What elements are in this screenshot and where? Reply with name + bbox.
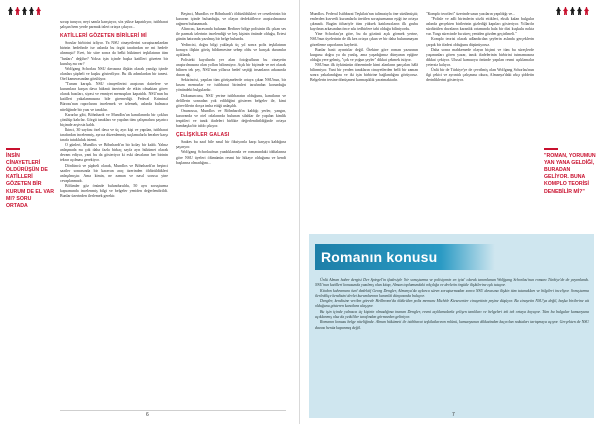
sidebar-box-title: Romanın konusu	[315, 244, 495, 270]
body-paragraph: Komplo teorisi olarak adlandırılan şeylerin aslında gerçeklerin çarpık bir ifadesi olduğunu düşünüyoruz.	[426, 37, 534, 47]
quote-rule	[6, 148, 20, 150]
body-paragraph: "Polisle ve adli birimlerin sözlü ettikleri, eksik kalan bulgular aslında gerçekten birilerinin gizlediği kapıları gösteriyor. Yıllardır sürdürülen davaların karanlık ortamında hala bir dizi kuşkulu nokta var. Yargı sürecinde bu süreç yeniden gözden geçirilmeli."	[426, 17, 534, 37]
body-paragraph: Altıncısı, karavanda bulunan Berliner bölge polisinin ilk çıkan ses ile parmak izlerinin incelendiği ve beş kişinin önünde olduğu, Ertesi günün hatırında yazılmış bir belge bulundu.	[176, 27, 286, 42]
left-footer-rule	[60, 410, 286, 411]
left-column-2	[176, 12, 286, 402]
pull-quote-text: "ROMAN, YORUMUN YAN YANA GELDİĞİ, BURADAN GELİYOR. BUNA KOMPLO TEORİSİ DENEBİLİR Mİ?"	[544, 152, 596, 195]
body-paragraph: O günleri, Mundlos ve Böhnhardt'ın bir kolay bir kaldı. Yalnız anlaşmada mı çok daha fazla birkaç sayfa ayrı hükümet olarak devam ediyor, yani bu da gösteriyor ki eski davaların her birinin tekrar açılması gerekiyor.	[60, 143, 168, 163]
box-paragraph: Kitabın kahramanı özel dedektif Georg Dengler, Almanya'da aylarca süren soruşturmadan sonra NSU davasına ilişkin tüm tutanakları ve bilgileri inceliyor. Soruşturma ilerledikçe kendisini devlet kurumlarının karanlık dünyasında buluyor.	[315, 288, 589, 298]
page-number-right: 7	[452, 412, 455, 418]
body-paragraph: Yedincisi, doğru bilgi yaklaşık üç yıl sonra polis teşkilatının konuya ilişkin görüş bildirmesine sebep oldu ve karışık durumlar açıklandı.	[176, 42, 286, 57]
body-paragraph: Ünlü bir de Türkiye'ye de çevrilmiş olan Wolfgang Schorlau'nun ilgi çekici ve ayrıntılı çalışması okura, Almanya'daki ırkçı şiddetin derinliklerini gösteriyor.	[426, 68, 534, 83]
section-heading: KATİLLERİ GÖZETEN BİRİLERİ Mİ	[60, 33, 147, 40]
page-spine	[299, 0, 300, 424]
box-paragraph: Ünlü Alman haber dergisi Der Spiegel'in ifadesiyle 'bir soruşturma ve polisiyenin en iyisi' olarak tanımlanan Wolfgang Schorlau'nun romanı Türkiye'de de yayımlandı. NSU'nun katilleri konusunda yazılmış olan kitap, Alman toplumundaki ırkçılığa ve devletin örgütle ilişkilerine ışık tutuyor.	[315, 278, 589, 288]
body-paragraph: "Turum karışık. NSU cinayetlerini araştıran dairelere ve kurumlara karşın dava hükmü üzerinde de etkin olmaktan görev olarak bazıları, siyasi ve emniyet mensupları kapatıldı. NSU'nun bu katilleri yakalanmasına bile giremediği. Federal Kriminal Bürosu'nun raporlarını incelemek ve izlemek, aslında bulmaca niteliğinde bir yazı ve tanıklar.	[60, 82, 168, 112]
intro-paragraph: sorup turuyor, neyi sanıla karıştıyor, söz yükse kapatılıyor, istihbarat şalışan hem yerde parmak izleri ortaya çıkıyor...	[60, 20, 168, 30]
box-paragraph: Romanın konusu belge niteliğinde. Alman hükümeti ile istihbarat teşkilatlarının rolünü, kamuoyunun dikkatinden kaçırılan noktaları tartışmaya açıyor. Gerçekten de NSU davası henüz kapanmış değil.	[315, 320, 589, 330]
right-column-2	[426, 12, 534, 230]
body-paragraph: Bölümler göz önünde bulunduruldu, 50 ayrı soruşturma kapsamında incelenmiş bilgi ve belgeler yeniden değerlendirildi. Bunlar üzerinden ilerlemek gerekir.	[60, 183, 168, 199]
body-paragraph: Sekizincisi, yapılan tüm görüşmelerde ortaya çıkan NSU'nun, bir kısım memurlar ve istihbarat birimleri tarafından korunduğu yönündeki bulgulardır.	[176, 78, 286, 93]
box-paragraph: Bu işin içinde yalnızca üç kişinin olmadığına inanan Dengler, resmi açıklamalarla çelişen tanıkları ve belgeleri tek tek ortaya koyuyor. Tüm bu bulgular kamuoyuna açıklanmış olsa da yetkililer tarafından görmezden geliniyor.	[315, 309, 589, 320]
body-paragraph: Wolfgang Schorlau'nun yazdıklarında ve romanındaki iddialarına göre NSU üyeleri ölümünün resmi bir hikaye olduğunu ve kendi başlarına olmadığını...	[176, 150, 286, 165]
left-corner-figures-icon	[8, 7, 41, 15]
body-paragraph: Bunlar basit ayrıntılar değil. Ötekine göre roman yazarının kurgusu doğru ya da yanlış, ama yaşadığımız dünyanın eşiğine olduğu yere gelmiş, "çok ve yoğun şeyler" dikkat çekmek istiyor.	[310, 47, 418, 62]
sidebar-box-text	[315, 278, 589, 331]
body-paragraph: Dördüncü ve şüpheli olarak, Mundlos ve Böhnhardt'ın beşinci saatler sonrasında bir karavan araç üzerinden öldürüldükleri anlaşılmıştır. Ama kimin, ne zaman ve nasıl sorusu yine cevaplanmadı.	[60, 163, 168, 183]
body-paragraph: Mundlos. Federal İstihbarat Teşkilatı'nın talimatıyla öne sürülmüştü; emlerden kuvvetli kurumlarla üretilen soruşturmanın eşiği ise ortaya çıkmadı. Bugün itibariyle tüm yüksek katılımcıların ilk grubu kaydının arkasından önce sıkı tedbirlere tabi olduğu biliniyordu.	[310, 12, 418, 32]
body-paragraph: NSU'nun ilk öyküsünün döneminde kimi alanların parçaları hâlâ bilinmiyor. Yani bir yerden tanıkların cinayetlerden belli bir zaman sonra yakalandığını ve iki işin birbirine bağlandığını görüyoruz. Belgelerin tersine dönüşmesi karmaşıklık yaratmaktadır.	[310, 62, 418, 83]
body-paragraph: Saakes bu zaaf bile nasıl bir fiksiyonla karşı karşıya kaldığına şaşırıyor.	[176, 140, 286, 150]
box-paragraph: Dengler, kendisine verilen görevle Heilbronn'da öldürülen polis memuru Michèle Kiesewetter cinayetinin peşine düşüyor. Bu cinayetin NSU'ya değil, başka birilerine ait olduğunu gösteren kanıtlara ulaşıyor.	[315, 299, 589, 309]
body-paragraph: Kararlar gibi, Böhnhardt ve Mundlos'un kanıtlarında bir çokları çözülüp kalırlar. Görgü tanıkları ve yapılan tüm çalışmalara şaşırtıcı biçimde arşivsiz kaldı.	[60, 112, 168, 127]
body-paragraph: Wolfgang Schorlau NSU davasına ilişkin olarak yanılgı içinde olanları şüpheli ve kuşku gösteriliyor. Bu ilk adımlardan bir tanesi. Otel kamerasından görülüyor.	[60, 66, 168, 81]
body-paragraph: Yine Schorlau'ya göre, bu da gözünü açık görmek yerine, NSU'nun üyelerinin de ilk kez ortaya çıkan ve bir daha bulunamayan gözetleme raporlarını kaybetti.	[310, 32, 418, 47]
left-pull-quote	[6, 148, 54, 210]
body-paragraph: Sorular birbirini izliyor. Ya NSU cinayetlerini soruşturanlardan birinin hedefinde ise aslında bu örgüt tarafından ne mi hedefe alınmıştı? Evet, bir süre sonra da belki hükümet teşkilatının tüm "fanları" değilse? Yoksa işin içinde başka katilleri gözeten bir kuruluş mı var?	[60, 41, 168, 66]
body-paragraph: Polisteki kayıtlarda yer alan fotoğrafların bu cinayetin araştırılmasına olan yolları bilinmiyor. Açık bir biçimde ve net olarak bilinen tek şey, NSU'nun yıllarca hedef seçtiği insanların arkasında duran ağ.	[176, 57, 286, 78]
quote-rule	[544, 148, 558, 150]
body-paragraph: Onuncusu, Mundlos ve Böhnhardt'ın kaldığı yerler, yangın, karavanda ve otel odalarında bulunan silahlar ile yapılan kimlik tespitleri ve tanık ifadeleri birlikte değerlendirildiğinde ortaya bambaşka bir tablo çıkıyor.	[176, 108, 286, 129]
left-column-1	[60, 20, 168, 402]
body-paragraph: Daha sonra mahkemede olayın biçimi ve tüm bu süreçlerde yaşananları gören yazar, tanık ifadelerinin birbirini tutmamasına dikkat çekiyor. Ulusal kamuoyu önünde yapılan resmi açıklamalar yetersiz kalıyor.	[426, 47, 534, 67]
body-paragraph: Dokuzuncusu, NSU yerine istihbaratın olduğunu, kanıtların ve delillerin sonradan yok edildiğini gösteren belgeler ile, kimi görevlilerin dosya imha ettiği anlaşıldı.	[176, 93, 286, 108]
page-number-left: 6	[146, 412, 149, 418]
section-heading: ÇELİŞKİLER GALASI	[176, 132, 230, 139]
body-paragraph: İkinci, 30 sayfası özel dava ve üç ayrı kişi ve yapılan, istihbarat tarafından incelenmiş, ayrıca düzenlenmiş suçlamalarla beraber karşı tarafa tutukluluk istemi.	[60, 127, 168, 143]
right-pull-quote	[544, 148, 596, 196]
body-paragraph: "Komplo teorileri" üzerinde uzun yazıların yapıldığı ve...	[426, 12, 516, 16]
pull-quote-text: İNSİN CİNAYETLERİ ÖLDÜRÜŞÜN DE KATİLLERİ GÖZETEN BİR KURUM DE EL VAR MI? SORU ORTADA	[6, 152, 54, 209]
right-column-1	[310, 12, 418, 230]
body-paragraph: Beşinci, Mundlos ve Böhnhardt'ı öldürüldükleri ve cesetlerinin bir karavan içinde bulunduğu, ve olayın dedektiflerce araştırılmasına rağmen bulunamadı.	[176, 12, 286, 27]
right-corner-figures-icon	[556, 7, 589, 15]
